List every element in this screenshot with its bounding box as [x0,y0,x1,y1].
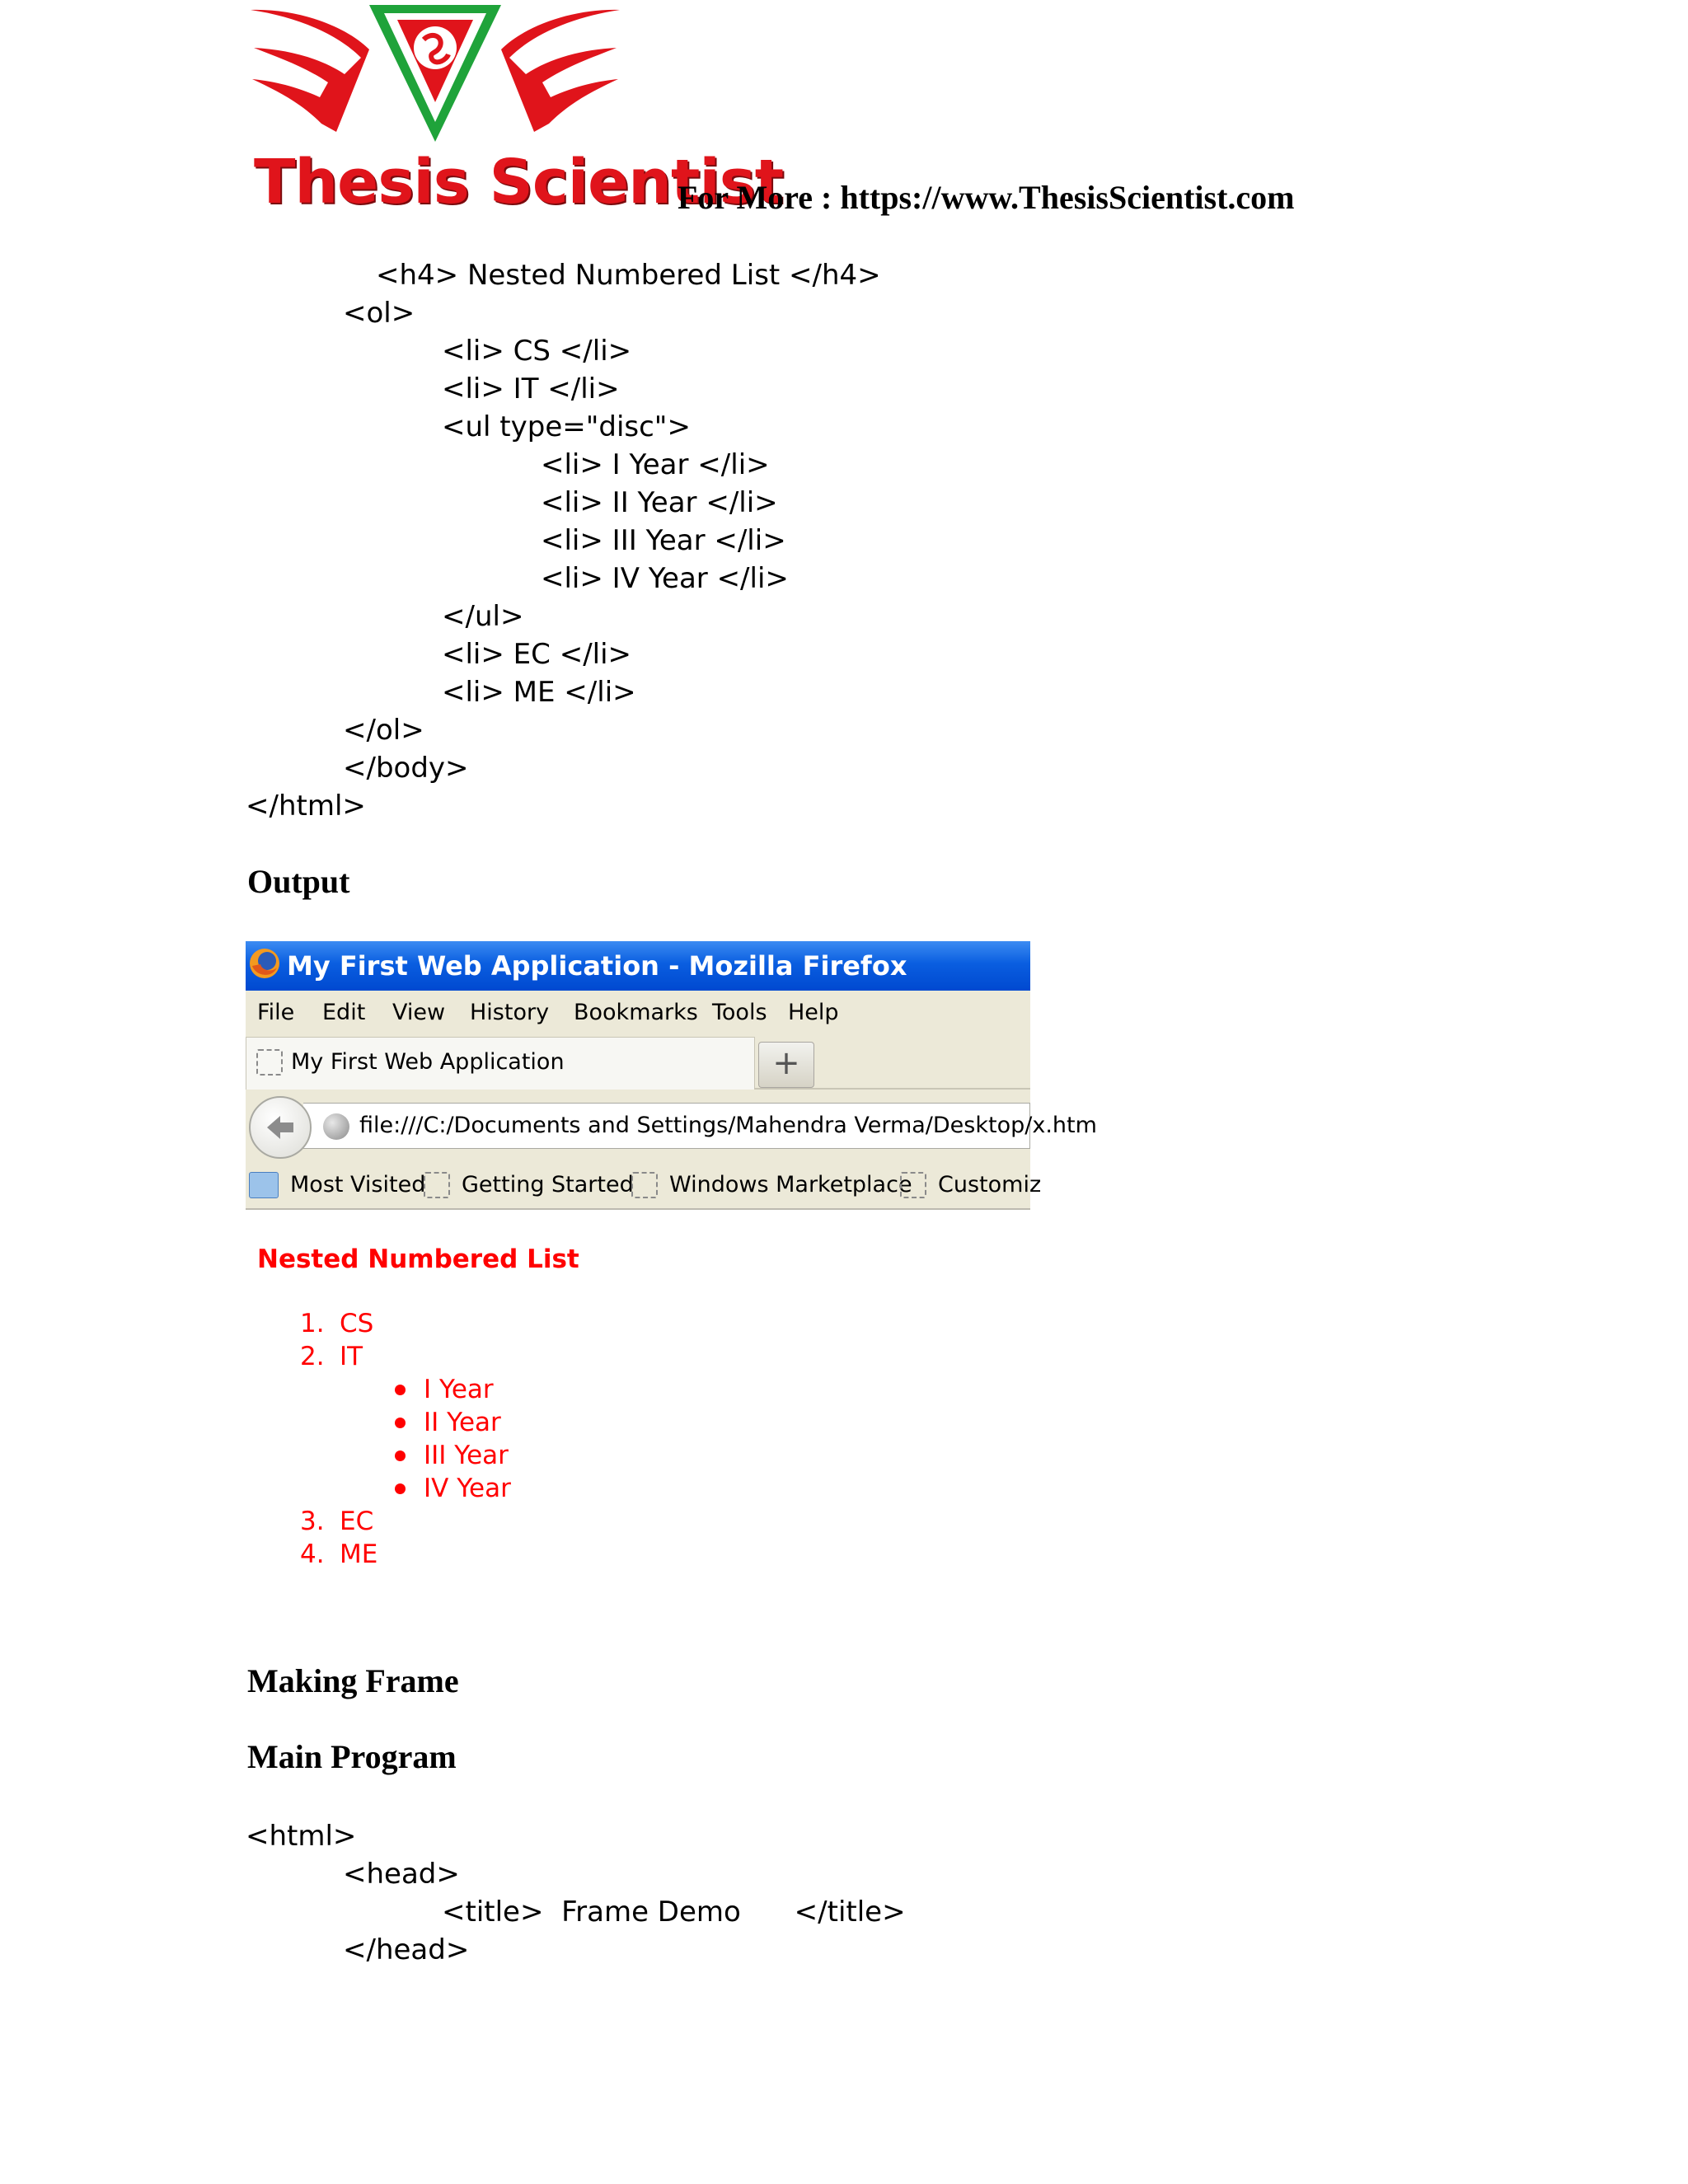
page-icon [256,1049,283,1076]
output-heading: Output [247,863,350,900]
code-line: <ol> [343,297,415,330]
code-line: <li> EC </li> [442,638,632,671]
code-line: <head> [343,1858,460,1891]
code-line: <li> IV Year </li> [541,562,789,595]
code-line: </body> [343,752,469,785]
url-text: file:///C:/Documents and Settings/Mahendra Verma/Desktop/x.htm [359,1113,1097,1138]
window-title: My First Web Application - Mozilla Firefox [287,950,907,982]
code-line: <li> IT </li> [442,373,620,405]
tab-label: My First Web Application [291,1049,565,1075]
back-button[interactable] [249,1096,312,1159]
code-line: <h4> Nested Numbered List </h4> [376,259,881,292]
code-line: <li> II Year </li> [541,486,778,519]
bullet-icon [395,1385,406,1395]
back-arrow-icon [249,1096,312,1159]
new-tab-button[interactable]: + [758,1042,814,1088]
code-line: <title> Frame Demo </title> [442,1896,906,1929]
browser-page-content: Nested Numbered List 1. CS 2. IT I Year II Year III Year IV Year 3. EC 4. ME [246,1212,1030,1584]
bullet-icon [395,1418,406,1428]
getting-started-icon [424,1172,450,1198]
logo-text: Thesis Scientist [254,147,784,218]
globe-icon [323,1113,349,1140]
bookmark-most-visited[interactable]: Most Visited [290,1172,426,1197]
nested-list-heading: Nested Numbered List [257,1244,579,1274]
list-item: II Year [424,1408,501,1437]
code-line: <li> III Year </li> [541,524,786,557]
list-item: I Year [424,1375,494,1404]
tab-strip [246,1035,1030,1090]
main-program-heading: Main Program [247,1738,457,1775]
menu-edit[interactable]: Edit [322,1000,366,1025]
code-line: </head> [343,1933,470,1966]
bullet-icon [395,1451,406,1461]
logo-wings-icon [246,0,625,148]
bookmark-getting-started[interactable]: Getting Started [462,1172,634,1197]
code-line: </ol> [343,714,424,747]
menu-file[interactable]: File [257,1000,295,1025]
menu-bar [246,991,1030,1035]
windows-marketplace-icon [631,1172,658,1198]
menu-help[interactable]: Help [788,1000,839,1025]
browser-screenshot [246,941,1097,1584]
bookmarks-toolbar [246,1160,1042,1210]
menu-view[interactable]: View [392,1000,446,1025]
menu-history[interactable]: History [470,1000,550,1025]
code-line: <li> ME </li> [442,676,636,709]
most-visited-icon [249,1172,279,1198]
code-line: </html> [246,790,366,823]
for-more-link-text[interactable]: For More : https://www.ThesisScientist.com [678,179,1295,216]
code-line: <li> CS </li> [442,335,632,368]
code-line: <html> [246,1820,357,1853]
bookmark-customize[interactable]: Customiz [938,1172,1042,1197]
menu-bookmarks[interactable]: Bookmarks [574,1000,698,1025]
code-line: <ul type="disc"> [442,410,691,443]
browser-title-bar [246,941,1030,991]
code-line: </ul> [442,600,524,633]
url-bar[interactable] [303,1103,1097,1149]
navigation-bar [246,1090,1097,1160]
thesis-scientist-logo [246,0,784,223]
list-item: IV Year [424,1474,511,1503]
list-item: III Year [424,1441,509,1470]
firefox-icon [247,946,282,981]
bullet-icon [395,1483,406,1494]
tab-my-first-web-application[interactable] [246,1037,755,1090]
menu-tools[interactable]: Tools [712,1000,767,1025]
code-line: <li> I Year </li> [541,448,770,481]
bookmark-windows-marketplace[interactable]: Windows Marketplace [669,1172,912,1197]
making-frame-heading: Making Frame [247,1662,459,1699]
customize-icon [900,1172,926,1198]
